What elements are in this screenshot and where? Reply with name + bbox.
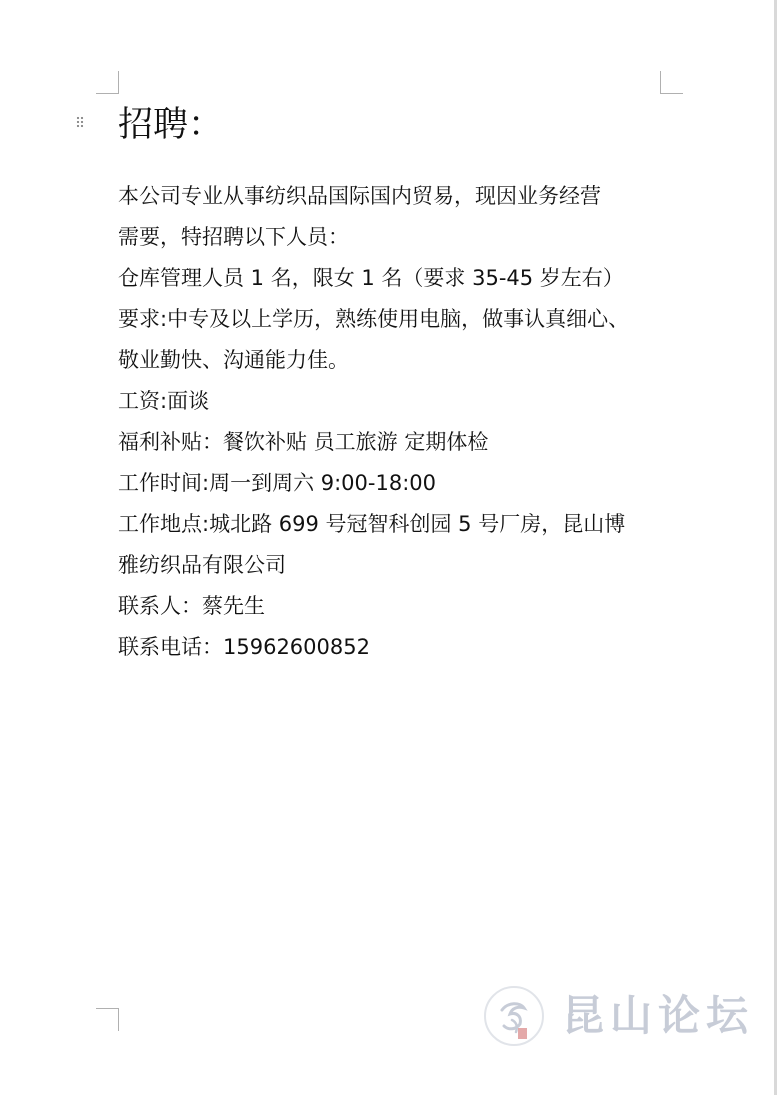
page-edge-shadow (774, 0, 777, 1095)
body-line: 工作地点:城北路 699 号冠智科创园 5 号厂房，昆山博 (118, 512, 626, 536)
body-line: 联系人：蔡先生 (118, 594, 265, 618)
body-line: 要求:中专及以上学历，熟练使用电脑，做事认真细心、 (118, 307, 630, 331)
body-line: 敬业勤快、沟通能力佳。 (118, 348, 349, 372)
body-line: 本公司专业从事纺织品国际国内贸易，现因业务经营 (118, 184, 601, 208)
bird-seal-logo-icon (482, 984, 546, 1048)
paragraph-move-handle-icon[interactable] (76, 116, 84, 130)
crop-mark-bottom-left (96, 1008, 119, 1031)
body-line: 雅纺织品有限公司 (118, 553, 286, 577)
watermark (482, 984, 772, 1054)
body-line: 福利补贴：餐饮补贴 员工旅游 定期体检 (118, 430, 489, 454)
document-body (118, 176, 668, 668)
crop-mark-top-right (660, 71, 683, 94)
body-line: 工作时间:周一到周六 9:00-18:00 (118, 471, 437, 495)
watermark-text: 昆山论坛 (562, 991, 755, 1040)
body-line: 工资:面谈 (118, 389, 210, 413)
document-title: 招聘： (118, 105, 224, 145)
body-line: 联系电话：15962600852 (118, 635, 370, 659)
crop-mark-top-left (96, 71, 119, 94)
body-line: 需要，特招聘以下人员： (118, 225, 349, 249)
body-line: 仓库管理人员 1 名，限女 1 名（要求 35-45 岁左右） (118, 266, 624, 290)
